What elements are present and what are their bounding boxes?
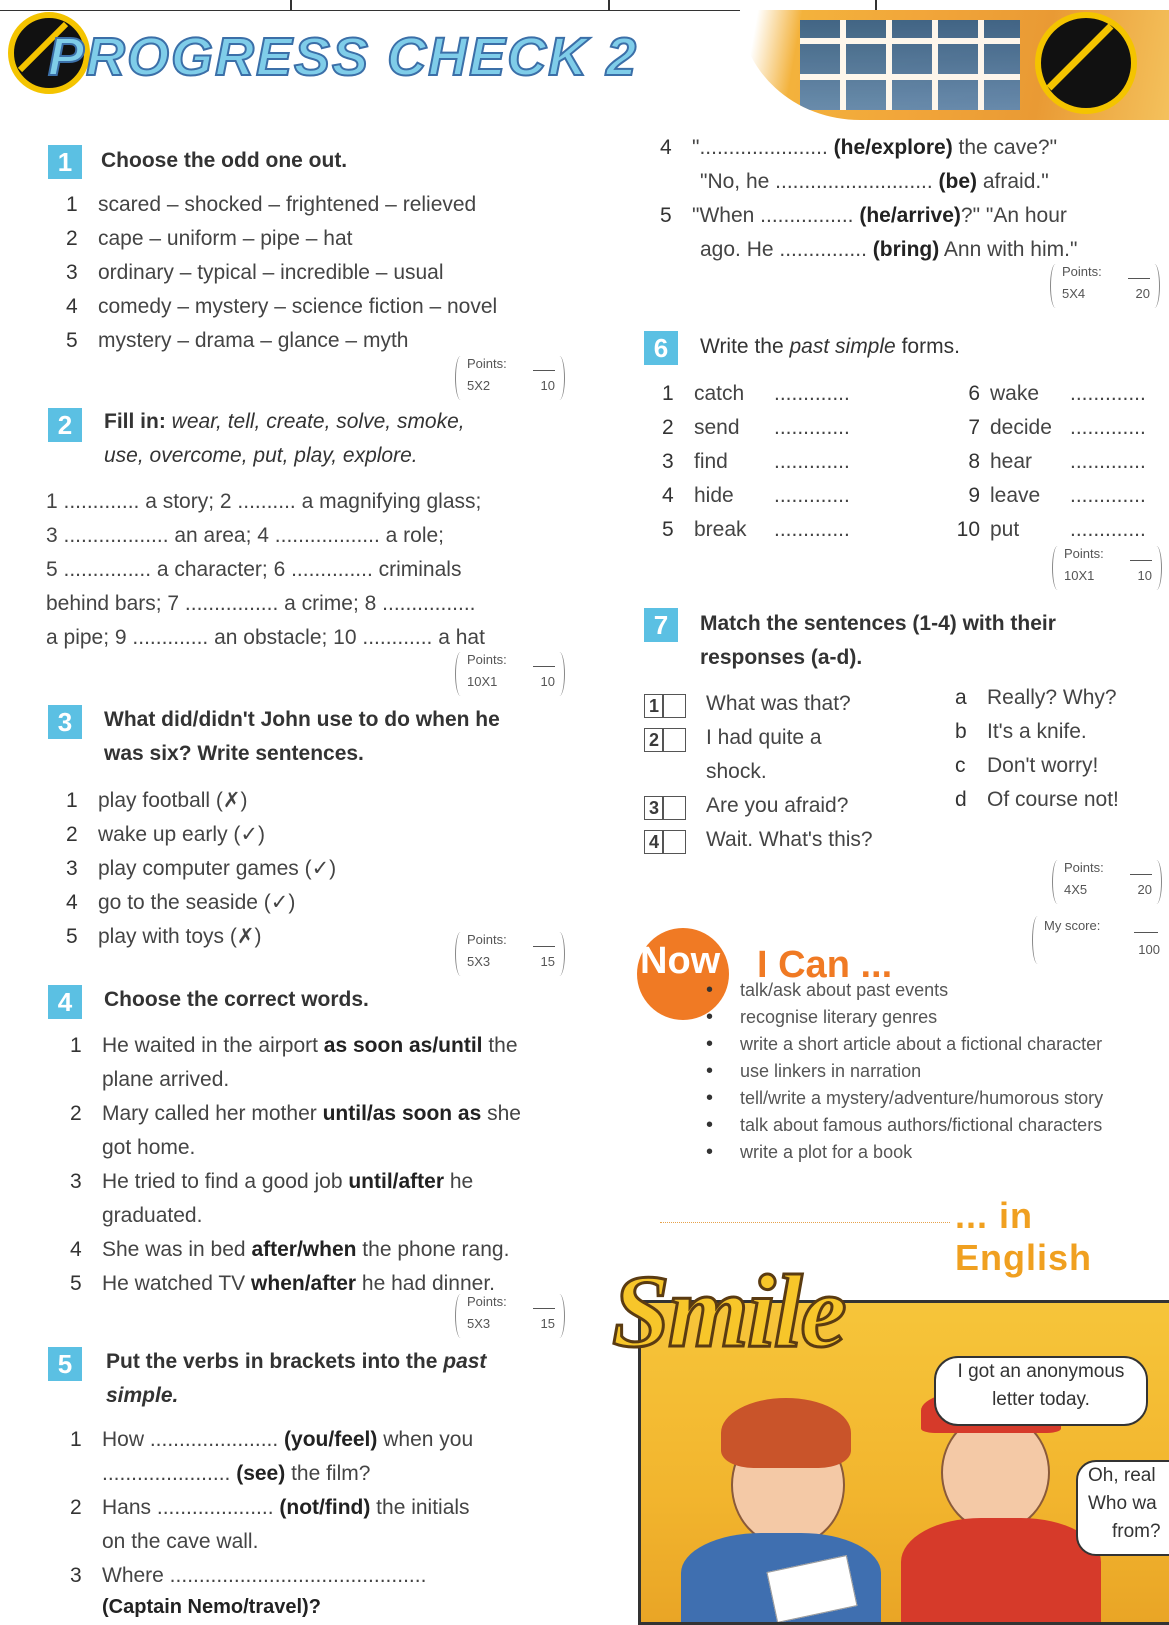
points-box: Points: 5X2 10 — [455, 356, 565, 402]
list-item: • write a short article about a fictional character — [700, 1034, 1103, 1061]
right-badge-icon — [1035, 12, 1137, 114]
match-response: c Don't worry! — [955, 754, 1099, 777]
list-item: 1 catch ............. — [662, 382, 850, 405]
smile-logo: Smile — [612, 1254, 845, 1369]
points-box: Points: 5X3 15 — [455, 1294, 565, 1340]
exercise-number: 4 — [48, 985, 82, 1019]
exercise-heading-cont: was six? Write sentences. — [104, 742, 364, 765]
list-item: 9 leave ............. — [968, 484, 1146, 507]
list-item: 1 play football (✗) — [66, 789, 248, 812]
list-item: 2 cape – uniform – pipe – hat — [66, 227, 353, 250]
speech-bubble: Oh, real Who wa from? — [1076, 1460, 1169, 1556]
exercise-heading: Put the verbs in brackets into the past — [106, 1350, 487, 1373]
exercise-heading: Choose the odd one out. — [101, 149, 348, 172]
frame-tick — [608, 0, 610, 10]
list-item-cont: on the cave wall. — [102, 1530, 259, 1553]
match-sentence: What was that? — [706, 692, 851, 715]
list-item: 5 He watched TV when/after he had dinner. — [70, 1272, 496, 1295]
exercise-heading-cont: use, overcome, put, play, explore. — [104, 444, 418, 467]
list-item: 5 mystery – drama – glance – myth — [66, 329, 409, 352]
header-grid-image — [800, 20, 1020, 110]
shirt-illustration — [901, 1518, 1101, 1625]
list-item: • talk about famous authors/fictional characters — [700, 1115, 1103, 1142]
answer-box[interactable]: 2 — [644, 728, 686, 752]
match-sentence: Wait. What's this? — [706, 828, 873, 851]
list-item: 1 He waited in the airport as soon as/until the — [70, 1034, 518, 1057]
exercise-heading: Choose the correct words. — [104, 988, 369, 1011]
fill-line: 5 ............... a character; 6 .............. criminals — [46, 558, 462, 581]
list-item: • write a plot for a book — [700, 1142, 1103, 1169]
exercise-number: 1 — [48, 145, 82, 179]
list-item: 2 wake up early (✓) — [66, 823, 265, 846]
exercise-heading: Match the sentences (1-4) with their — [700, 612, 1056, 635]
speech-bubble: I got an anonymous letter today. — [934, 1356, 1148, 1426]
list-item-cont: got home. — [102, 1136, 196, 1159]
list-item: 2 Hans .................... (not/find) the initials — [70, 1496, 470, 1519]
list-item-cont: graduated. — [102, 1204, 203, 1227]
fill-line: 3 .................. an area; 4 .................. a role; — [46, 524, 444, 547]
list-item: 1 How ...................... (you/feel) when you — [70, 1428, 474, 1451]
list-item: 1 scared – shocked – frightened – relieved — [66, 193, 477, 216]
frame-tick — [290, 0, 292, 10]
exercise-heading: Fill in: wear, tell, create, solve, smoke, — [104, 410, 465, 433]
points-box: Points: 10X1 10 — [1052, 546, 1162, 592]
exercise-heading-cont: responses (a-d). — [700, 646, 863, 669]
in-english-label: ... in English — [955, 1195, 1093, 1278]
list-item: 5 break ............. — [662, 518, 850, 541]
page-title: PROGRESS CHECK 2 — [48, 27, 639, 87]
match-sentence: I had quite a — [706, 726, 822, 749]
match-response: b It's a knife. — [955, 720, 1087, 743]
points-box: Points: 5X4 20 — [1050, 264, 1160, 310]
list-item: 4 hide ............. — [662, 484, 850, 507]
list-item: 4 "...................... (he/explore) the cave?" — [660, 136, 1058, 159]
list-item: 5 "When ................ (he/arrive)?" "An hour — [660, 204, 1067, 227]
list-item: 6 wake ............. — [968, 382, 1146, 405]
fill-line: 1 ............. a story; 2 .......... a magnifying glass; — [46, 490, 482, 513]
list-item: 3 ordinary – typical – incredible – usual — [66, 261, 444, 284]
list-item: 2 Mary called her mother until/as soon as she — [70, 1102, 521, 1125]
list-item-cont: ago. He ............... (bring) Ann with him." — [700, 238, 1078, 261]
list-item-cont: "No, he ........................... (be) afraid." — [700, 170, 1049, 193]
match-sentence: Are you afraid? — [706, 794, 849, 817]
fill-line: behind bars; 7 ................ a crime; 8 ................ — [46, 592, 476, 615]
answer-box[interactable]: 3 — [644, 796, 686, 820]
exercise-number: 7 — [644, 608, 678, 642]
list-item-cont: (Captain Nemo/travel)? — [102, 1596, 321, 1618]
points-box: Points: 10X1 10 — [455, 652, 565, 698]
points-box: Points: 4X5 20 — [1052, 860, 1162, 906]
boy-hair-illustration — [721, 1398, 851, 1468]
list-item: 7 decide ............. — [968, 416, 1146, 439]
my-score-box: My score: 100 — [1032, 916, 1162, 966]
list-item: • recognise literary genres — [700, 1007, 1103, 1034]
exercise-heading-cont: simple. — [106, 1384, 179, 1407]
exercise-number: 2 — [48, 408, 82, 442]
points-box: Points: 5X3 15 — [455, 932, 565, 978]
exercise-number: 6 — [644, 331, 678, 365]
list-item: • talk/ask about past events — [700, 980, 1103, 1007]
match-sentence-cont: shock. — [706, 760, 767, 783]
frame-tick — [875, 0, 877, 10]
exercise-number: 3 — [48, 705, 82, 739]
list-item: • use linkers in narration — [700, 1061, 1103, 1088]
list-item-cont: ...................... (see) the film? — [102, 1462, 371, 1485]
list-item: 10 put ............. — [956, 518, 1146, 541]
i-can-heading: I Can ... — [757, 944, 893, 986]
list-item: 8 hear ............. — [968, 450, 1146, 473]
list-item: 3 Where ............................................ — [70, 1564, 427, 1587]
exercise-number: 5 — [48, 1347, 82, 1381]
match-response: d Of course not! — [955, 788, 1119, 811]
list-item: 2 send ............. — [662, 416, 850, 439]
fill-line: a pipe; 9 ............. an obstacle; 10 ............ a hat — [46, 626, 485, 649]
list-item: 3 find ............. — [662, 450, 850, 473]
match-response: a Really? Why? — [955, 686, 1117, 709]
exercise-heading: What did/didn't John use to do when he — [104, 708, 500, 731]
list-item: 3 play computer games (✓) — [66, 857, 337, 880]
exercise-heading: Write the past simple forms. — [700, 335, 960, 358]
list-item: 4 comedy – mystery – science fiction – novel — [66, 295, 498, 318]
list-item: • tell/write a mystery/adventure/humorous story — [700, 1088, 1103, 1115]
answer-box[interactable]: 1 — [644, 694, 686, 718]
list-item-cont: plane arrived. — [102, 1068, 230, 1091]
answer-box[interactable]: 4 — [644, 830, 686, 854]
list-item: 5 play with toys (✗) — [66, 925, 262, 948]
list-item: 3 He tried to find a good job until/after he — [70, 1170, 474, 1193]
can-do-list — [700, 980, 1103, 1169]
divider — [660, 1222, 950, 1223]
list-item: 4 She was in bed after/when the phone rang. — [70, 1238, 510, 1261]
now-label: Now — [640, 940, 721, 982]
list-item: 4 go to the seaside (✓) — [66, 891, 296, 914]
